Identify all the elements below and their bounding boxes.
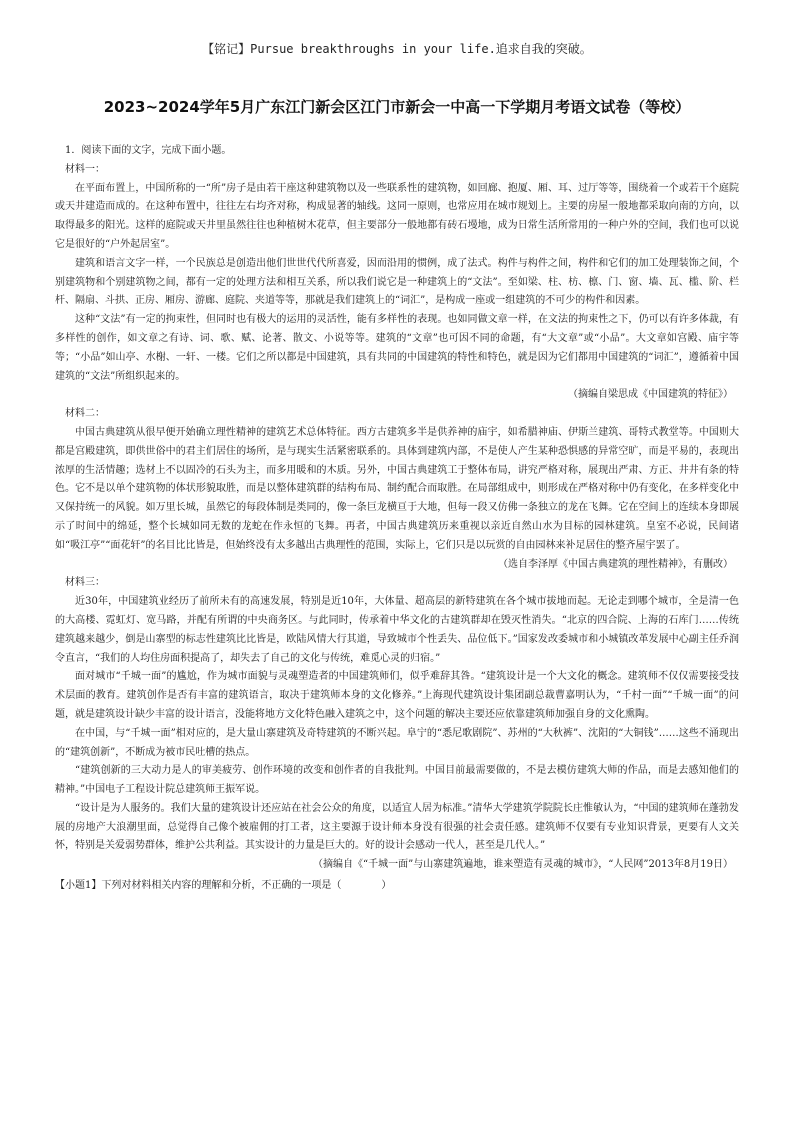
page-title: 2023~2024学年5月广东江门新会区江门市新会一中高一下学期月考语文试卷（等校） [103,98,691,116]
sub-question-1: 【小题1】下列对材料相关内容的理解和分析，不正确的一项是（ ） [55,880,392,892]
material-3-paragraph: 面对城市“千城一面”的尴尬，作为城市面貌与灵魂塑造者的中国建筑师们，似乎难辞其咎。“建筑设计是一个大文化的概念。建筑师不仅仅需要接受技术层面的教育。建筑创作是否有丰富的建筑语言，取决于建筑师本身的文化修养。”上海现代建筑设计集团副总裁曹嘉明认为，“千村一面”“千城一面”的问题，就是建筑设计缺少丰富的设计语言，没能将地方文化特色融入建筑之中，这个问题的解决主要还应依靠建筑师加强自身的文化熏陶。 [55,671,739,720]
motto-banner: 【铭记】Pursue breakthroughs in your life.追求自我的突破。 [202,42,592,56]
material-1-paragraph: 建筑和语言文字一样，一个民族总是创造出他们世世代代所喜爱，因而沿用的惯例，成了法式。构件与构件之间，构件和它们的加工处理装饰之间，个别建筑物和个别建筑物之间，都有一定的处理方法和相互关系，所以我们说它是一种建筑上的“文法”。至如梁、柱、枋、檩、门、窗、墙、瓦、槛、阶、栏杆、隔扇、斗拱、正房、厢房、游廊、庭院、夹道等等，那就是我们建筑上的“词汇”，是构成一座或一组建筑的不可少的构件和因素。 [55,257,739,307]
material-1-label: 材料一： [65,163,105,175]
material-3-paragraph: “设计是为人服务的。我们大量的建筑设计还应站在社会公众的角度，以适宜人居为标准。”清华大学建筑学院院长庄惟敏认为，“中国的建筑师在蓬勃发展的房地产大浪潮里面，总觉得自己像个被雇佣的打工者，这主要源于设计师本身没有很强的社会责任感。建筑师不仅要有专业知识背景，更要有人文关怀，特别是关爱弱势群体，维护公共利益。其实设计的力量是巨大的。好的设计会感动一代人，甚至是几代人。” [55,802,739,852]
material-2-label: 材料二： [65,408,105,420]
material-3-paragraph: “建筑创新的三大动力是人的审美疲劳、创作环境的改变和创作者的自我批判。中国目前最需要做的，不是去模仿建筑大师的作品，而是去感知他们的精神。”中国电子工程设计院总建筑师王振军说。 [55,765,739,796]
material-3-label: 材料三： [65,577,105,589]
material-1-paragraph: 这种“文法”有一定的拘束性，但同时也有极大的运用的灵活性，能有多样性的表现。也如同做文章一样，在文法的拘束性之下，仍可以有许多体裁，有多样性的创作，如文章之有诗、词、歌、赋、论著、散文、小说等等。建筑的“文章”也可因不同的命题，有“大文章”或“小品”。大文章如宫殿、庙宇等等；“小品”如山亭、水榭、一轩、一楼。它们之所以都是中国建筑，具有共同的中国建筑的特性和特色，就是因为它们都用中国建筑的“词汇”，遵循着中国建筑的“文法”所组织起来的。 [55,314,739,382]
material-1-source: （摘编自梁思成《中国建筑的特征》） [568,389,733,401]
material-2-source: （选自李泽厚《中国古典建筑的理性精神》，有删改） [498,558,733,570]
material-3-paragraph: 近30年，中国建筑业经历了前所未有的高速发展，特别是近10年，大体量、超高层的新特建筑在各个城市拔地而起。无论走到哪个城市，全是清一色的大高楼、霓虹灯、宽马路，并配有所谓的中央商务区。与此同时，传承着中华文化的古建筑群却在毁灭性消失。“北京的四合院、上海的石库门……传统建筑越来越少，倒是山寨型的标志性建筑比比皆是，欧陆风情大行其道，导致城市个性丢失、品位低下。”国家发改委城市和小城镇改革发展中心副主任乔润令直言，“我们的人均住房面积提高了，却失去了自己的文化与传统，难觅心灵的归宿。” [55,596,739,664]
question-body [55,142,739,896]
material-3-paragraph: 在中国，与“千城一面”相对应的，是大量山寨建筑及奇特建筑的不断兴起。阜宁的“悉尼歌剧院”、苏州的“大秋裤”、沈阳的“大铜钱”……这些不涌现出的“建筑创新”，不断成为被市民吐槽的热点。 [55,727,739,758]
question-intro: 1．阅读下面的文字，完成下面小题。 [65,145,232,156]
material-2-paragraph: 中国古典建筑从很早便开始确立理性精神的建筑艺术总体特征。西方古建筑多半是供养神的庙宇，如希腊神庙、伊斯兰建筑、哥特式教堂等。中国则大都是宫殿建筑，即供世俗中的君主们居住的场所，是与现实生活紧密联系的。具体到建筑内部，不是使人产生某种恐惧感的异常空旷，而是平易的，表现出浓厚的生活情趣；选材上不以固冷的石头为主，而多用暖和的木质。另外，中国古典建筑工于整体布局，讲究严格对称，展现出严肃、方正、井井有条的特色。它不是以单个建筑物的体状形貌取胜，而是以整体建筑群的结构布局、制约配合而取胜。在局部组成中，则形成在严格对称中仍有变化，在多样变化中又保持统一的风貌。如万里长城，虽然它的每段体制是类同的，像一条巨龙横亘于大地，但每一段又仿佛一条独立的龙在飞舞。它在空间上的连续本身即展示了时间中的绵延，整个长城如同无数的龙蛇在作永恒的飞舞。再者，中国古典建筑历来重视以亲近自然山水为目标的园林建筑。皇室不必说，民间诸如“吸江亭”“面花轩”的名目比比皆是，但始终没有太多越出古典理性的范围，实际上，它们只是以玩赏的自由园林来补足居住的整齐屋宇罢了。 [55,426,739,551]
material-1-paragraph: 在平面布置上，中国所称的一“所”房子是由若干座这种建筑物以及一些联系性的建筑物，如回廊、抱厦、厢、耳、过厅等等，围绕着一个或若干个庭院或天井建造而成的。在这种布置中，往往左右均齐对称，构成显著的轴线。这同一原则，也常应用在城市规划上。主要的房屋一般地都采取向南的方向，以取得最多的阳光。这样的庭院或天井里虽然往往也种植树木花草，但主要部分一般地都有砖石墁地，成为日常生活所常用的一种户外的空间，我们也可以说它是很好的“户外起居室”。 [55,182,739,250]
material-3-source: （摘编自《“千城一面”与山寨建筑遍地，谁来塑造有灵魂的城市》，“人民网”2013年8月19日） [313,859,733,871]
